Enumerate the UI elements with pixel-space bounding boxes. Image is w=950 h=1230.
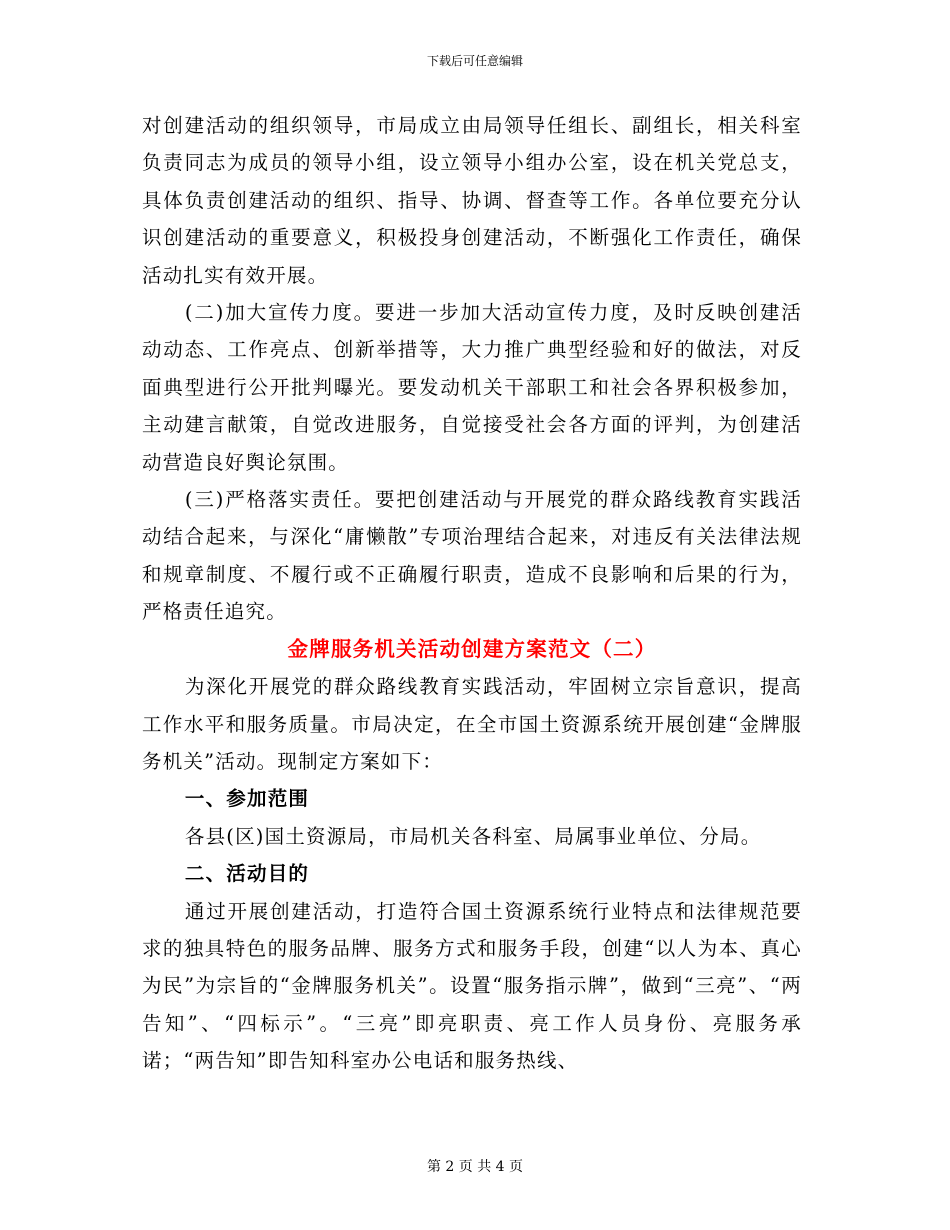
page-footer: 第 2 页 共 4 页	[426, 1159, 524, 1175]
page-header: 下载后可任意编辑	[426, 54, 523, 68]
paragraph-organization: 对创建活动的组织领导，市局成立由局领导任组长、副组长，相关科室负责同志为成员的领导小组，设立领导小组办公室，设在机关党总支，具体负责创建活动的组织、指导、协调、督查等工作。各单位要充分认识创建活动的重要意义，积极投身创建活动，不断强化工作责任，确保活动扎实有效开展。	[142, 114, 802, 287]
section-title: 金牌服务机关活动创建方案范文（二）	[287, 636, 657, 661]
paragraph-publicity: (二)加大宣传力度。要进一步加大活动宣传力度，及时反映创建活动动态、工作亮点、创新举措等，大力推广典型经验和好的做法，对反面典型进行公开批判曝光。要发动机关干部职工和社会各界积极参加，主动建言献策，自觉改进服务，自觉接受社会各方面的评判，为创建活动营造良好舆论氛围。	[142, 301, 802, 474]
paragraph-scope: 各县(区)国土资源局，市局机关各科室、局属事业单位、分局。	[184, 824, 762, 848]
paragraph-intro: 为深化开展党的群众路线教育实践活动，牢固树立宗旨意识，提高工作水平和服务质量。市局决定，在全市国土资源系统开展创建“金牌服务机关”活动。现制定方案如下：	[142, 675, 802, 773]
paragraph-purpose: 通过开展创建活动，打造符合国土资源系统行业特点和法律规范要求的独具特色的服务品牌、服务方式和服务手段，创建“以人为本、真心为民”为宗旨的“金牌服务机关”。设置“服务指示牌”，做到“三亮”、“两告知”、“四标示”。“三亮”即亮职责、亮工作人员身份、亮服务承诺；“两告知”即告知科室办公电话和服务热线、	[142, 899, 802, 1073]
paragraph-responsibility: (三)严格落实责任。要把创建活动与开展党的群众路线教育实践活动结合起来，与深化“庸懒散”专项治理结合起来，对违反有关法律法规和规章制度、不履行或不正确履行职责，造成不良影响和后果的行为，严格责任追究。	[142, 488, 802, 624]
heading-purpose: 二、活动目的	[184, 862, 310, 886]
document-body	[142, 107, 802, 1080]
heading-scope: 一、参加范围	[184, 787, 310, 811]
